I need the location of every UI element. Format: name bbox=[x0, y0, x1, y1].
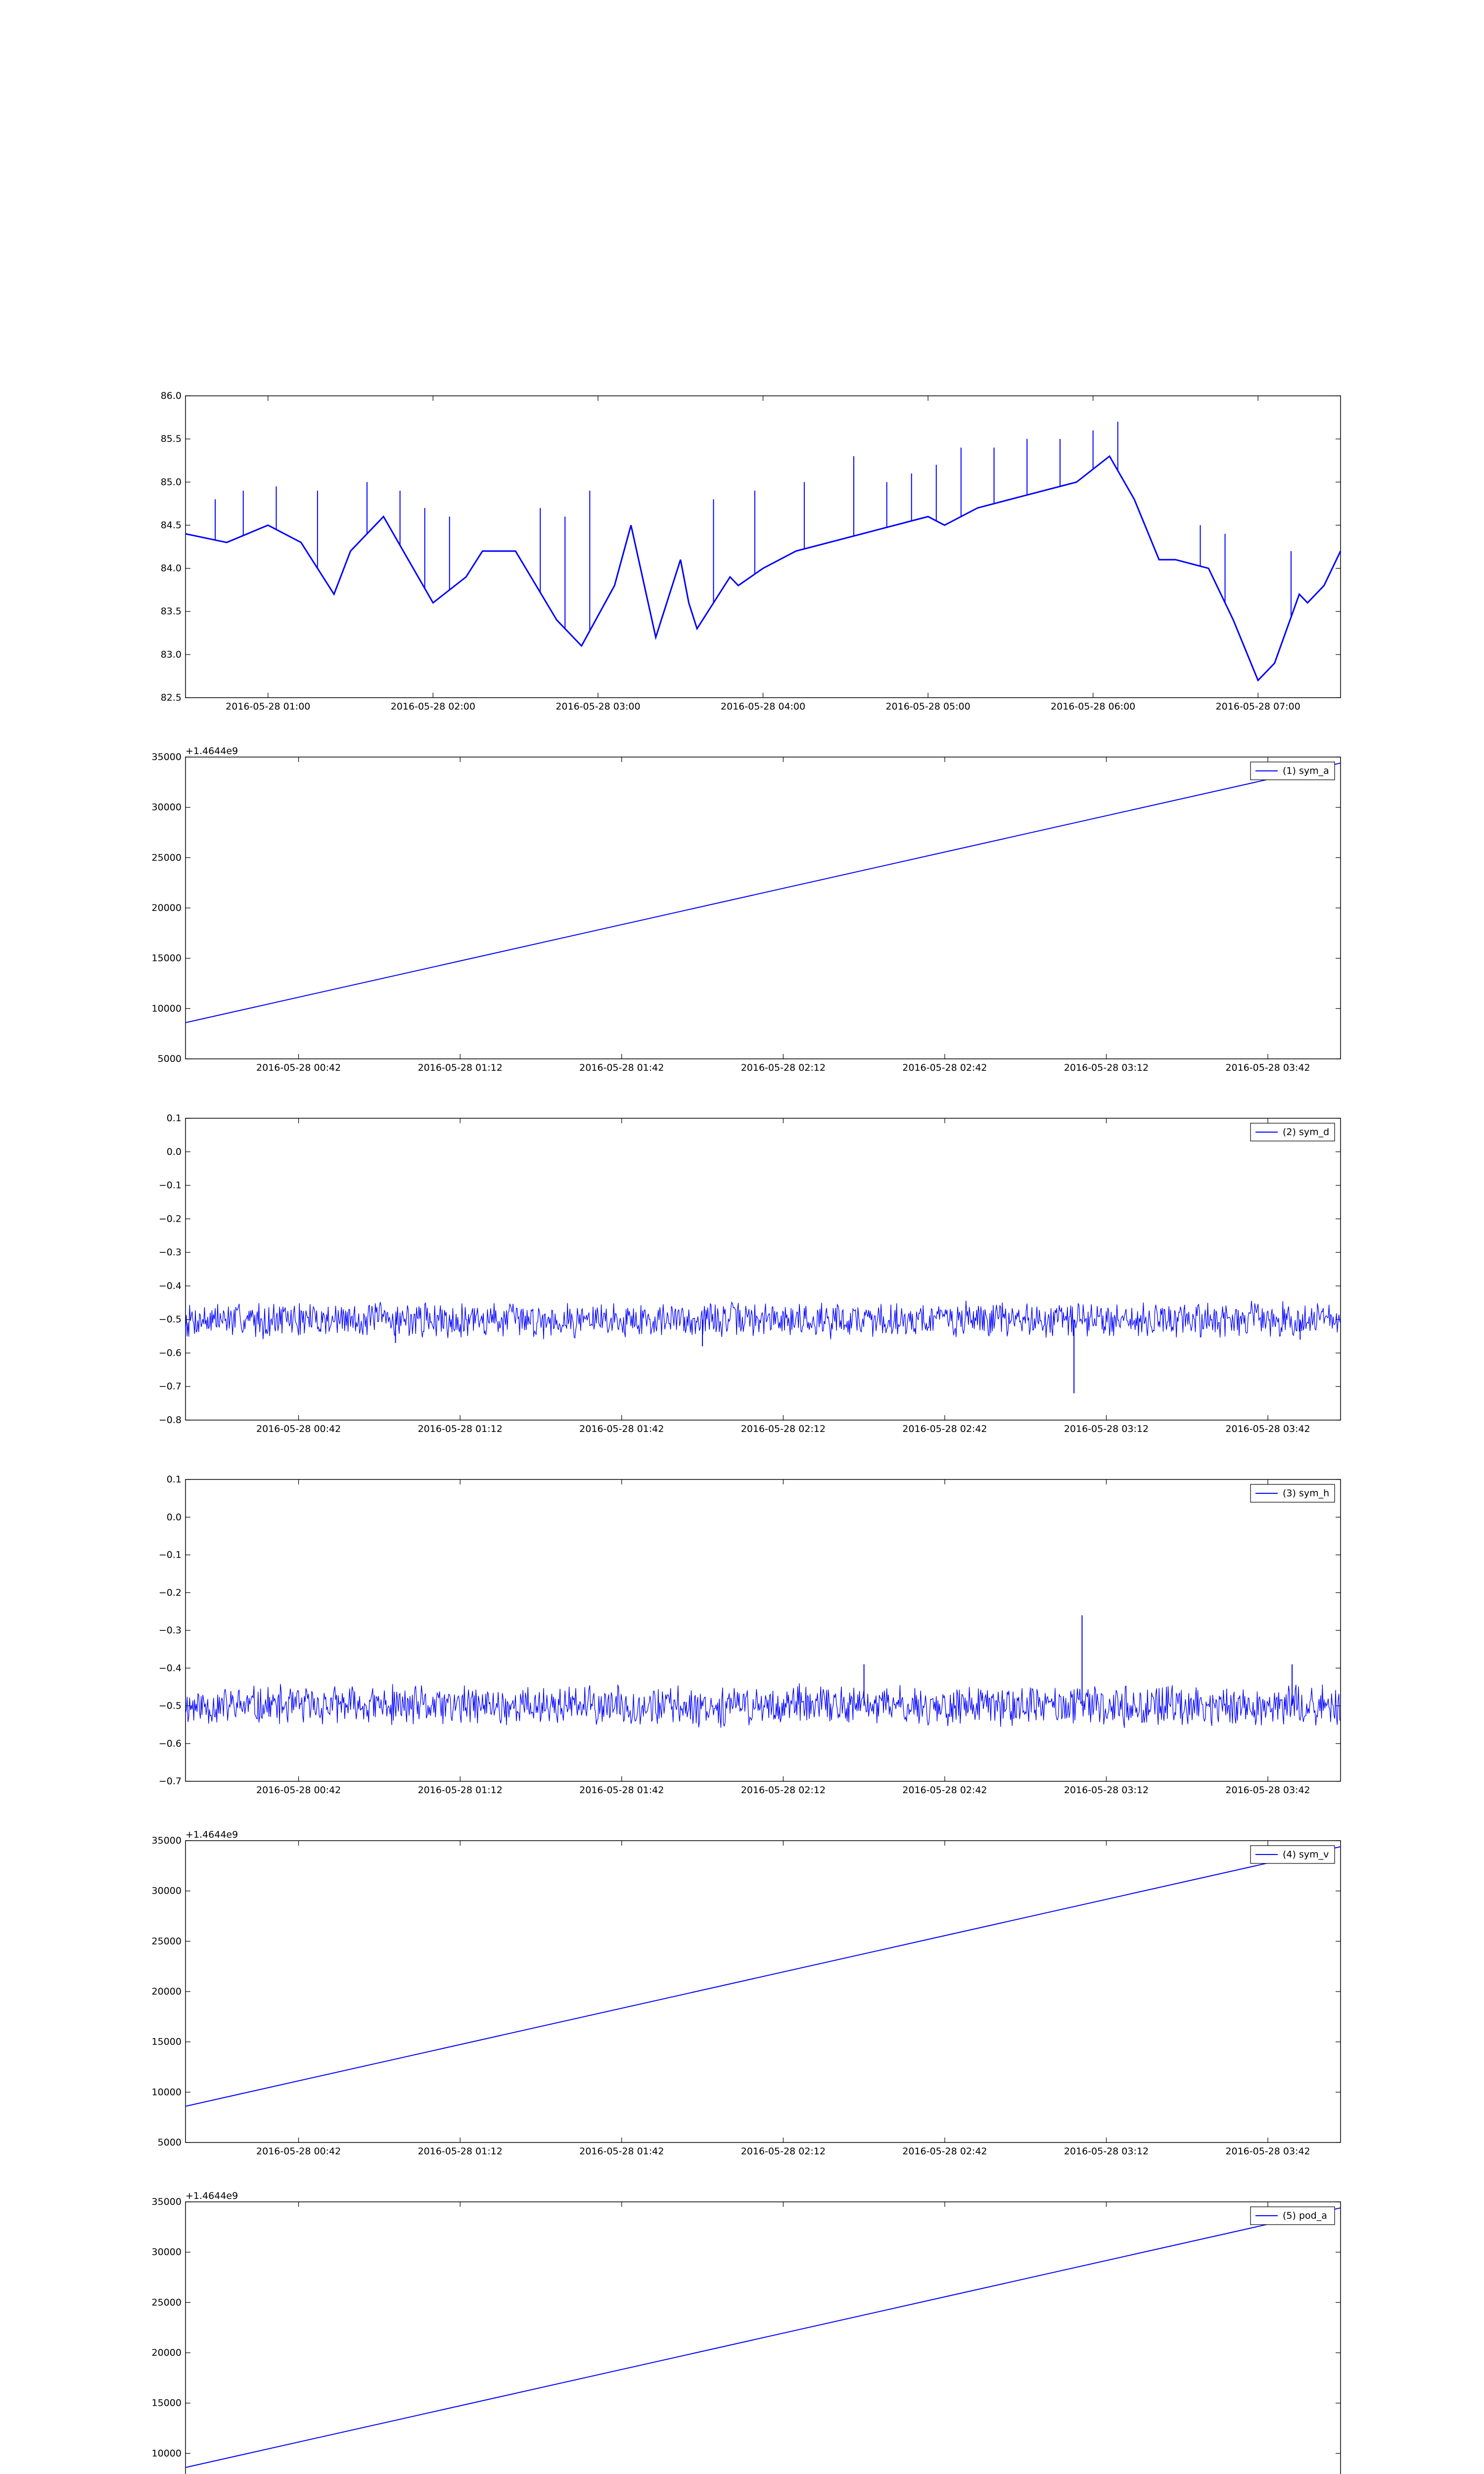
x-tick-label: 2016-05-28 01:42 bbox=[579, 2146, 664, 2157]
x-tick-label: 2016-05-28 01:12 bbox=[417, 1785, 503, 1796]
subplot-2 bbox=[152, 746, 1341, 1073]
y-tick-label: 10000 bbox=[151, 2087, 182, 2098]
y-tick-label: 83.0 bbox=[160, 649, 182, 660]
x-tick-label: 2016-05-28 07:00 bbox=[1215, 701, 1300, 712]
x-tick-label: 2016-05-28 02:12 bbox=[741, 1062, 826, 1073]
y-tick-label: −0.3 bbox=[158, 1247, 182, 1258]
y-tick-label: 82.5 bbox=[160, 692, 182, 703]
legend-label: (1) sym_a bbox=[1283, 765, 1329, 776]
y-tick-label: 86.0 bbox=[160, 390, 182, 401]
y-tick-label: 10000 bbox=[151, 1003, 182, 1014]
y-tick-label: −0.2 bbox=[158, 1587, 182, 1598]
y-tick-label: −0.6 bbox=[158, 1738, 182, 1749]
axes-frame bbox=[186, 1118, 1341, 1420]
subplot-6 bbox=[152, 2190, 1341, 2474]
y-tick-label: 25000 bbox=[151, 1936, 182, 1947]
x-tick-label: 2016-05-28 00:42 bbox=[256, 1785, 341, 1796]
y-tick-label: 85.5 bbox=[160, 433, 182, 445]
y-tick-label: 30000 bbox=[151, 802, 182, 813]
y-tick-label: 15000 bbox=[151, 2036, 182, 2047]
y-tick-label: 83.5 bbox=[160, 606, 182, 617]
y-tick-label: 0.1 bbox=[166, 1113, 182, 1124]
x-tick-label: 2016-05-28 03:12 bbox=[1064, 1062, 1149, 1073]
subplot-4 bbox=[159, 1474, 1341, 1796]
y-tick-label: −0.7 bbox=[158, 1776, 182, 1787]
y-tick-label: 20000 bbox=[151, 903, 182, 913]
y-tick-label: 35000 bbox=[151, 2196, 182, 2207]
y-tick-label: −0.4 bbox=[158, 1280, 182, 1291]
legend bbox=[1251, 762, 1335, 780]
y-tick-label: 20000 bbox=[151, 1986, 182, 1997]
y-tick-label: 15000 bbox=[151, 952, 182, 964]
y-tick-label: −0.2 bbox=[158, 1213, 182, 1225]
subplot-5 bbox=[152, 1829, 1341, 2157]
y-offset-label: +1.4644e9 bbox=[186, 2190, 238, 2201]
legend-label: (5) pod_a bbox=[1283, 2210, 1327, 2221]
y-tick-label: 10000 bbox=[151, 2448, 182, 2459]
x-tick-label: 2016-05-28 03:00 bbox=[556, 701, 641, 712]
x-tick-label: 2016-05-28 02:12 bbox=[741, 1785, 826, 1796]
x-tick-label: 2016-05-28 03:12 bbox=[1064, 2146, 1149, 2157]
legend-label: (4) sym_v bbox=[1283, 1849, 1329, 1860]
x-tick-label: 2016-05-28 02:42 bbox=[902, 1062, 987, 1073]
y-tick-label: 35000 bbox=[151, 1835, 182, 1846]
x-tick-label: 2016-05-28 01:12 bbox=[417, 2146, 503, 2157]
x-tick-label: 2016-05-28 01:42 bbox=[579, 1785, 664, 1796]
legend-label: (2) sym_d bbox=[1283, 1127, 1330, 1138]
subplot-1 bbox=[161, 390, 1341, 712]
x-tick-label: 2016-05-28 02:12 bbox=[741, 1424, 826, 1434]
x-tick-label: 2016-05-28 02:12 bbox=[741, 2146, 826, 2157]
y-tick-label: 30000 bbox=[151, 2246, 182, 2258]
y-tick-label: 35000 bbox=[151, 752, 182, 762]
x-tick-label: 2016-05-28 03:42 bbox=[1225, 1424, 1310, 1434]
y-tick-label: 84.5 bbox=[160, 520, 182, 531]
legend-label: (3) sym_h bbox=[1283, 1488, 1330, 1499]
y-tick-label: −0.8 bbox=[158, 1415, 182, 1426]
y-tick-label: 5000 bbox=[157, 1053, 182, 1064]
x-tick-label: 2016-05-28 02:00 bbox=[390, 701, 475, 712]
x-tick-label: 2016-05-28 00:42 bbox=[256, 1062, 341, 1073]
y-tick-label: −0.5 bbox=[158, 1314, 182, 1325]
x-tick-label: 2016-05-28 03:42 bbox=[1225, 2146, 1310, 2157]
x-tick-label: 2016-05-28 04:00 bbox=[720, 701, 806, 712]
y-tick-label: 0.0 bbox=[166, 1512, 182, 1523]
x-tick-label: 2016-05-28 03:42 bbox=[1225, 1062, 1310, 1073]
legend bbox=[1251, 1484, 1335, 1502]
y-tick-label: −0.1 bbox=[158, 1180, 182, 1191]
y-tick-label: 15000 bbox=[151, 2397, 182, 2409]
y-offset-label: +1.4644e9 bbox=[186, 1829, 238, 1840]
y-tick-label: −0.5 bbox=[158, 1700, 182, 1712]
x-tick-label: 2016-05-28 03:12 bbox=[1064, 1785, 1149, 1796]
x-tick-label: 2016-05-28 01:00 bbox=[226, 701, 311, 712]
y-tick-label: −0.4 bbox=[158, 1663, 182, 1674]
x-tick-label: 2016-05-28 05:00 bbox=[885, 701, 971, 712]
subplot-3 bbox=[159, 1113, 1341, 1434]
legend bbox=[1251, 2207, 1335, 2225]
axes-frame bbox=[186, 396, 1341, 698]
y-tick-label: 5000 bbox=[157, 2137, 182, 2148]
y-tick-label: −0.3 bbox=[158, 1625, 182, 1636]
x-tick-label: 2016-05-28 00:42 bbox=[256, 1424, 341, 1434]
x-tick-label: 2016-05-28 01:42 bbox=[579, 1424, 664, 1434]
x-tick-label: 2016-05-28 02:42 bbox=[902, 1424, 987, 1434]
y-tick-label: 25000 bbox=[151, 2297, 182, 2308]
x-tick-label: 2016-05-28 01:12 bbox=[417, 1424, 503, 1434]
y-tick-label: −0.7 bbox=[158, 1381, 182, 1392]
x-tick-label: 2016-05-28 01:12 bbox=[417, 1062, 503, 1073]
y-tick-label: 85.0 bbox=[160, 476, 182, 488]
x-tick-label: 2016-05-28 02:42 bbox=[902, 1785, 987, 1796]
x-tick-label: 2016-05-28 06:00 bbox=[1051, 701, 1136, 712]
y-tick-label: −0.1 bbox=[158, 1549, 182, 1561]
y-tick-label: 20000 bbox=[151, 2347, 182, 2358]
y-tick-label: −0.6 bbox=[158, 1347, 182, 1359]
y-tick-label: 84.0 bbox=[160, 563, 182, 574]
axes-frame bbox=[186, 1479, 1341, 1781]
y-offset-label: +1.4644e9 bbox=[186, 746, 238, 757]
x-tick-label: 2016-05-28 02:42 bbox=[902, 2146, 987, 2157]
y-tick-label: 0.0 bbox=[166, 1146, 182, 1157]
x-tick-label: 2016-05-28 03:12 bbox=[1064, 1424, 1149, 1434]
x-tick-label: 2016-05-28 01:42 bbox=[579, 1062, 664, 1073]
legend bbox=[1251, 1123, 1335, 1141]
x-tick-label: 2016-05-28 03:42 bbox=[1225, 1785, 1310, 1796]
y-tick-label: 25000 bbox=[151, 852, 182, 863]
y-tick-label: 30000 bbox=[151, 1885, 182, 1897]
x-tick-label: 2016-05-28 00:42 bbox=[256, 2146, 341, 2157]
legend bbox=[1251, 1846, 1335, 1863]
y-tick-label: 0.1 bbox=[166, 1474, 182, 1485]
